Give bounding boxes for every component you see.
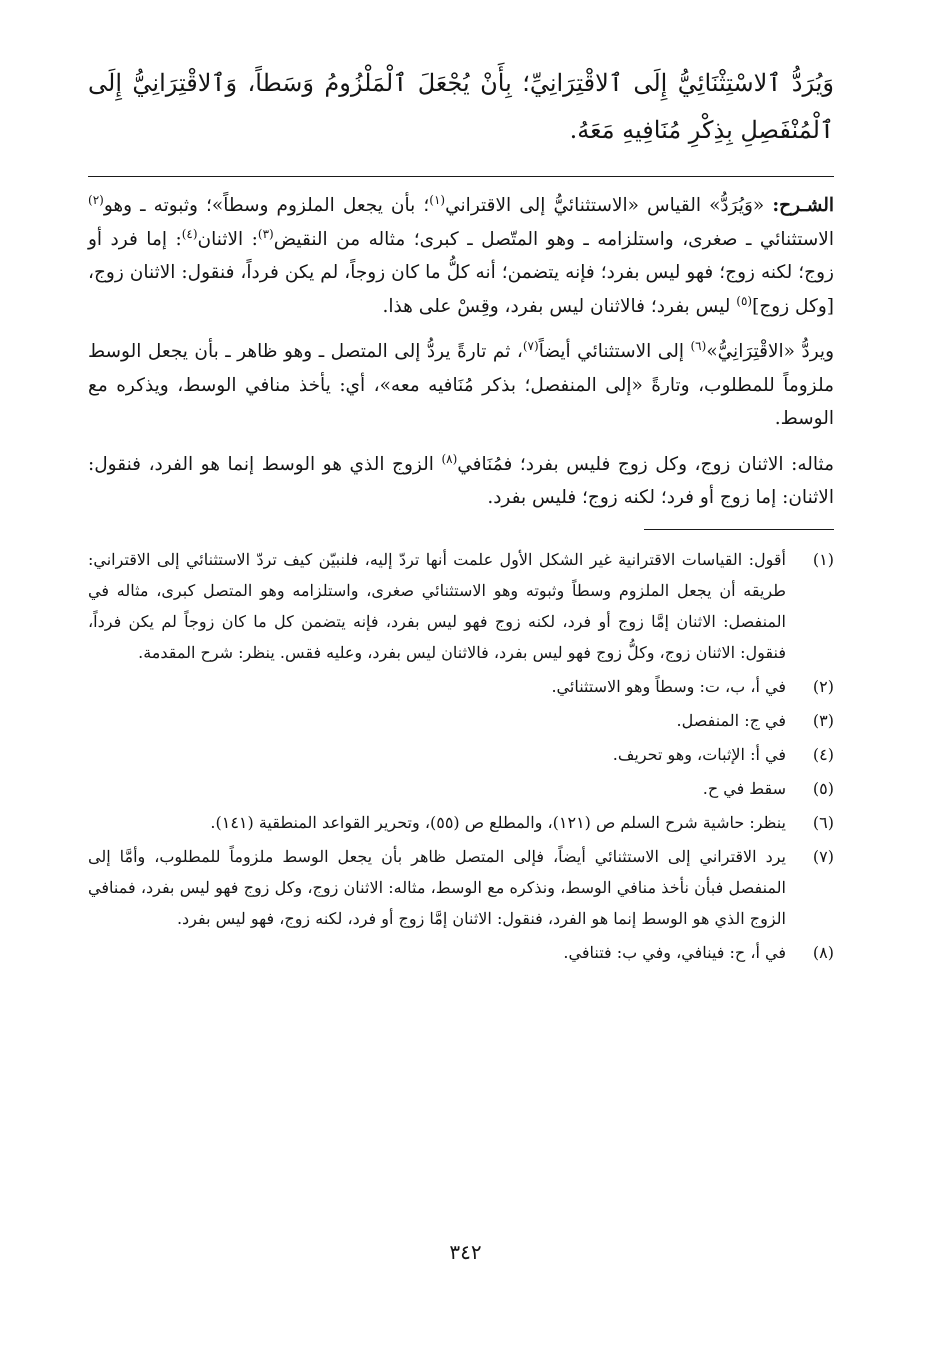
footnote-number: (٥) — [812, 778, 834, 798]
footnote-text: في أ، ب، ت: وسطاً وهو الاستثنائي. — [551, 676, 786, 696]
footnote-number: (٨) — [812, 942, 834, 962]
footnote-ref[interactable]: (٨) — [441, 451, 458, 466]
sharh-text: «وَيُرَدُّ» القياس «الاستثنائيُّ إلى الاقتراني — [445, 195, 773, 216]
footnote-ref[interactable]: (٤) — [181, 226, 198, 241]
sharh-text: مثاله: الاثنان زوج، وكل زوج فليس بفرد؛ فمُنَافي — [457, 453, 834, 475]
footnote-number: (٣) — [812, 710, 834, 730]
sharh-text: ، ثم تارةً يردُّ إلى المتصل ـ وهو ظاهر ـ بأن يجعل الوسط ملزوماً للمطلوب، وتارةً «إلى المنفصل؛ بذكر مُنَافيه معه»، أي: يأخذ منافي الوسط، ويذكره مع الوسط. — [88, 341, 834, 429]
footnote-number: (٧) — [812, 846, 834, 866]
footnote-number: (١) — [812, 549, 834, 569]
page-body — [88, 60, 834, 971]
footnote-text: أقول: القياسات الاقترانية غير الشكل الأول علمت أنها تردّ إليه، فلنبيّن كيف تردّ الاستثنائي إلى الاقتراني: طريقه أن يجعل الملزوم وسطاً وثبوته وهو الاستثنائي صغرى، واستلزامه وهو المتصل كبرى، مثاله في المنفصل: الاثنان إمَّا زوج أو فرد، لكنه زوج فهو ليس بفرد، فإنه يتضمن كل ما كان زوجاً لم يكن فرداً، فنقول: الاثنان زوج، وكلُّ زوج فهو ليس بفرد، فالاثنان ليس بفرد، وعليه فقس. ينظر: شرح المقدمة. — [88, 549, 786, 662]
footnote-text: في أ: الإثبات، وهو تحريف. — [612, 744, 786, 764]
footnote-ref[interactable]: (٢) — [88, 192, 104, 207]
sharh-text: إلى الاستثنائي أيضاً — [538, 341, 691, 362]
footnote-item — [88, 705, 834, 736]
sharh-paragraph-3 — [88, 448, 834, 515]
sharh-paragraph-2 — [88, 335, 834, 436]
sharh-text: ؛ بأن يجعل الملزوم وسطاً»؛ وثبوته ـ وهو — [103, 195, 430, 216]
sharh-lead: الشـرح: — [772, 195, 834, 216]
footnote-item — [88, 807, 834, 838]
footnote-text: يرد الاقتراني إلى الاستثنائي أيضاً، فإلى المتصل ظاهر بأن يجعل الوسط ملزوماً للمطلوب، وأمَّا إلى المنفصل فبأن نأخذ منافي الوسط، ونذكره مع الوسط، مثاله: الاثنان زوج، وكل زوج فهو ليس بفرد، فمنافي الزوج الذي هو الوسط إنما هو الفرد، فنقول: الاثنان إمَّا زوج أو فرد، لكنه زوج، فهو ليس بفرد. — [88, 846, 786, 928]
footnote-item — [88, 671, 834, 702]
footnote-ref[interactable]: (٧) — [522, 338, 539, 353]
page-number: ٣٤٢ — [449, 1240, 482, 1264]
footnote-item — [88, 544, 834, 668]
matn-divider — [88, 176, 834, 177]
footnote-ref[interactable]: (١) — [429, 192, 446, 207]
footnote-ref[interactable]: (٣) — [257, 226, 274, 241]
footnote-item — [88, 739, 834, 770]
footnote-item — [88, 937, 834, 968]
sharh-text: الزوج الذي هو الوسط إنما هو الفرد، فنقول: الاثنان: إما زوج أو فرد؛ لكنه زوج؛ فليس بفرد. — [88, 453, 834, 508]
footnote-divider — [644, 529, 834, 530]
sharh-text: الاستثنائي ـ صغرى، واستلزامه ـ وهو المتّصل ـ كبرى؛ مثاله من النقيض — [273, 228, 834, 250]
matn-text: وَيُرَدُّ ٱلاسْتِثْنَائِيُّ إِلَى ٱلاقْتِرَانِيِّ؛ بِأَنْ يُجْعَلَ ٱلْمَلْزُومُ وَسَطاً، وَٱلاقْتِرَانِيُّ إِلَى ٱلْمُنْفَصِلِ بِذِكْرِ مُنَافِيهِ مَعَهُ. — [88, 69, 834, 144]
footnote-text: ينظر: حاشية شرح السلم ص (١٢١)، والمطلع ص (٥٥)، وتحرير القواعد المنطقية (١٤١). — [210, 812, 786, 832]
sharh-text: ليس بفرد؛ فالاثنان ليس بفرد، وقِسْ على هذا. — [382, 295, 737, 317]
footnote-text: سقط في ح. — [702, 778, 786, 798]
footnote-number: (٤) — [812, 744, 834, 764]
footnote-text: في أ، ح: فينافي، وفي ب: فتنافي. — [563, 942, 786, 962]
footnote-ref[interactable]: (٥) — [736, 293, 753, 308]
sharh-paragraph-1 — [88, 189, 834, 323]
footnote-ref[interactable]: (٦) — [690, 338, 707, 353]
footnote-number: (٦) — [812, 812, 834, 832]
sharh-text: ويردُّ «الاقْتِرَانِيُّ» — [706, 341, 835, 362]
footnote-text: في ج: المنفصل. — [676, 710, 786, 730]
footnote-number: (٢) — [812, 676, 834, 696]
sharh-text: : الاثنان — [197, 228, 258, 250]
footnote-item — [88, 773, 834, 804]
sharh-text: : إما فرد أو زوج؛ لكنه زوج؛ فهو ليس بفرد؛ فإنه يتضمن؛ أنه كلُّ ما كان زوجاً، لم يكن فرداً، فنقول: الاثنان زوج، [وكل زوج] — [88, 228, 834, 317]
footnote-list — [88, 544, 834, 968]
footnote-item — [88, 841, 834, 934]
